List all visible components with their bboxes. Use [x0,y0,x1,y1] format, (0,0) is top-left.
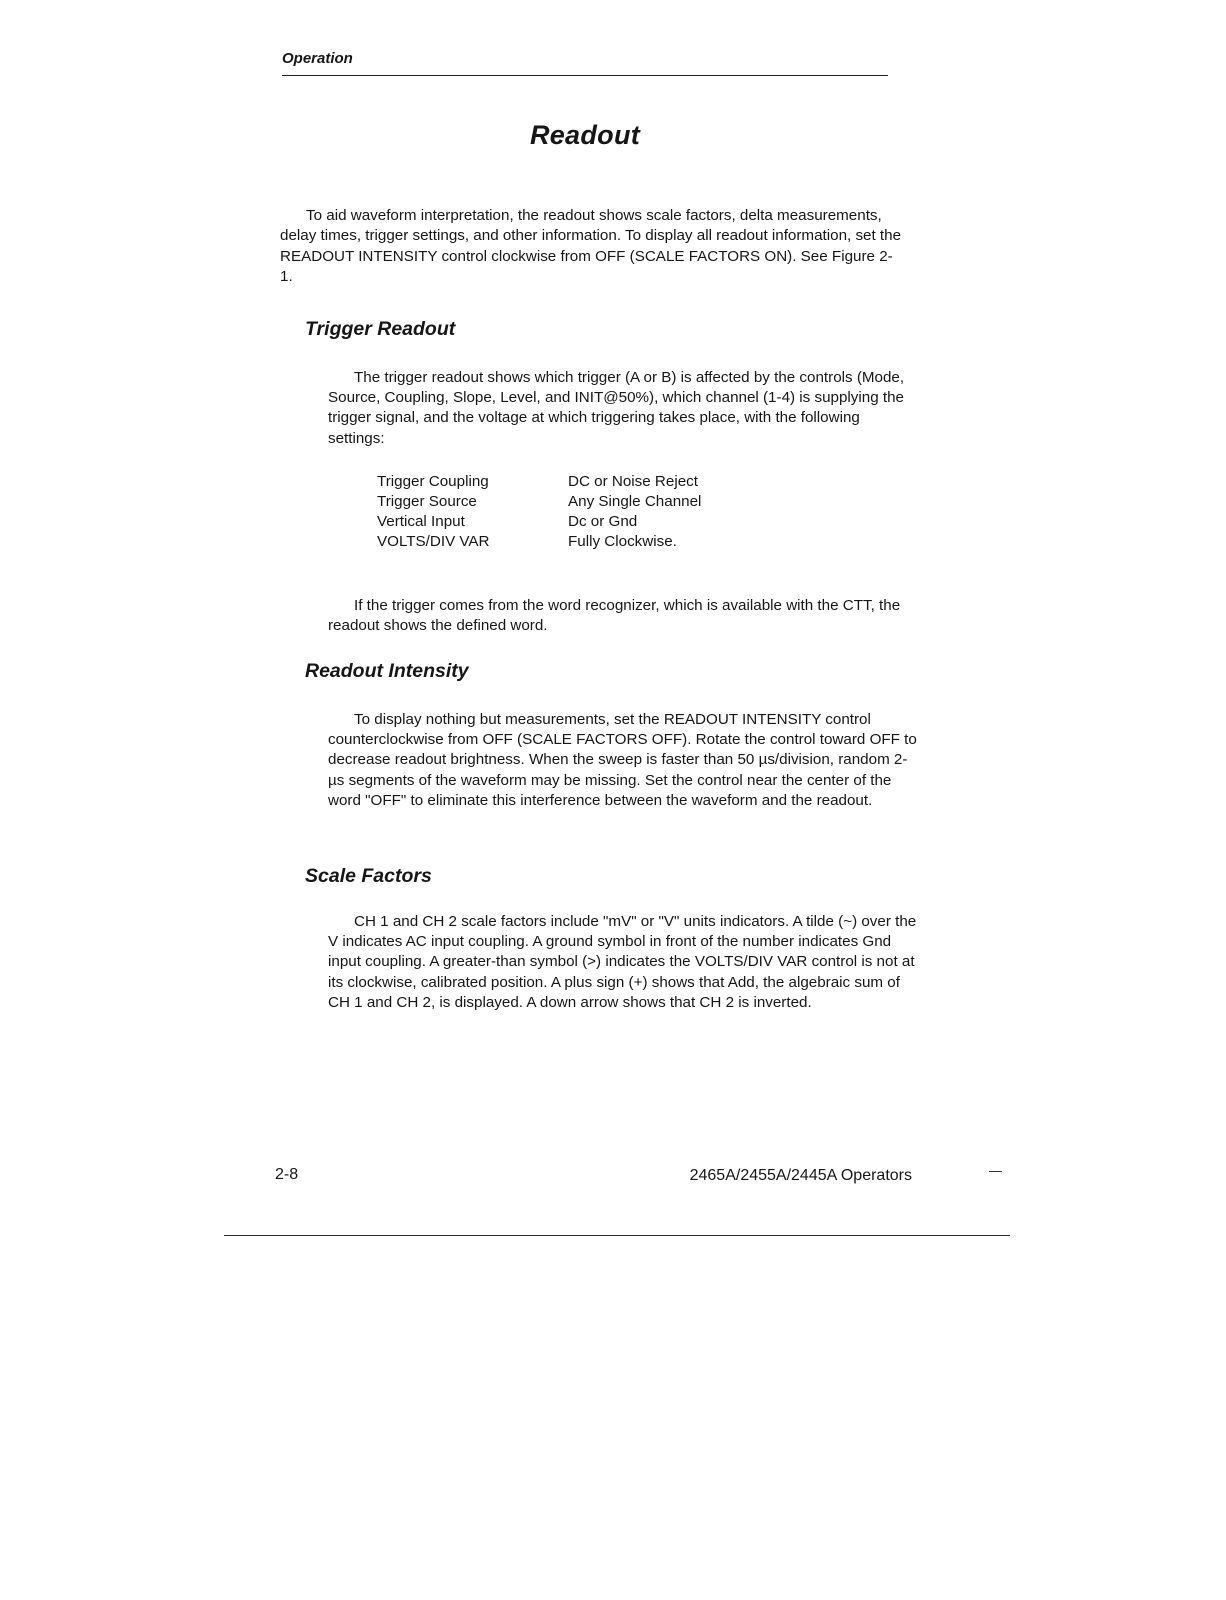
setting-name: Trigger Coupling [377,473,489,490]
setting-value: Dc or Gnd [568,513,638,530]
section-heading-trigger-readout: Trigger Readout [305,318,456,340]
bottom-rule [224,1235,1010,1236]
setting-value: Any Single Channel [568,493,702,510]
word-recognizer-paragraph: If the trigger comes from the word recognizer, which is available with the CTT, the readout shows the defined word. [328,597,901,635]
page-title: Readout [529,120,641,150]
trigger-readout-paragraph: The trigger readout shows which trigger (A or B) is affected by the controls (Mode, Source, Coupling, Slope, Level, and INIT@50%), which channel (1-4) is supplying the trigger signal, and the voltage at which triggering takes place, with the following settings: [328,369,905,447]
settings-row [377,493,797,513]
page-number: 2-8 [275,1166,299,1183]
running-head: Operation [282,50,353,67]
intro-paragraph: To aid waveform interpretation, the readout shows scale factors, delta measurements, delay times, trigger settings, and other information. To display all readout information, set the READOUT INTENSITY control clockwise from OFF (SCALE FACTORS ON). See Figure 2-1. [280,207,902,285]
header-rule [282,75,888,76]
settings-row [377,513,797,533]
margin-mark [989,1171,1002,1172]
setting-value: Fully Clockwise. [568,533,677,550]
setting-value: DC or Noise Reject [568,473,698,490]
section-heading-scale-factors: Scale Factors [305,865,432,887]
trigger-settings-table [377,473,797,553]
setting-name: Trigger Source [377,493,477,510]
setting-name: Vertical Input [377,513,465,530]
settings-row [377,533,797,553]
section-heading-readout-intensity: Readout Intensity [305,660,469,682]
readout-intensity-paragraph: To display nothing but measurements, set the READOUT INTENSITY control counterclockwise from OFF (SCALE FACTORS OFF). Rotate the control toward OFF to decrease readout brightness. When the sweep is faster than 50 µs/division, random 2-µs segments of the waveform may be missing. Set the control near the center of the word "OFF" to eliminate this interference between the waveform and the readout. [328,711,917,809]
scale-factors-paragraph: CH 1 and CH 2 scale factors include "mV" or "V" units indicators. A tilde (~) over the V indicates AC input coupling. A ground symbol in front of the number indicates Gnd input coupling. A greater-than symbol (>) indicates the VOLTS/DIV VAR control is not at its clockwise, calibrated position. A plus sign (+) shows that Add, the algebraic sum of CH 1 and CH 2, is displayed. A down arrow shows that CH 2 is inverted. [328,913,917,1011]
setting-name: VOLTS/DIV VAR [377,533,490,550]
manual-title: 2465A/2455A/2445A Operators [689,1167,912,1184]
settings-row [377,473,797,493]
